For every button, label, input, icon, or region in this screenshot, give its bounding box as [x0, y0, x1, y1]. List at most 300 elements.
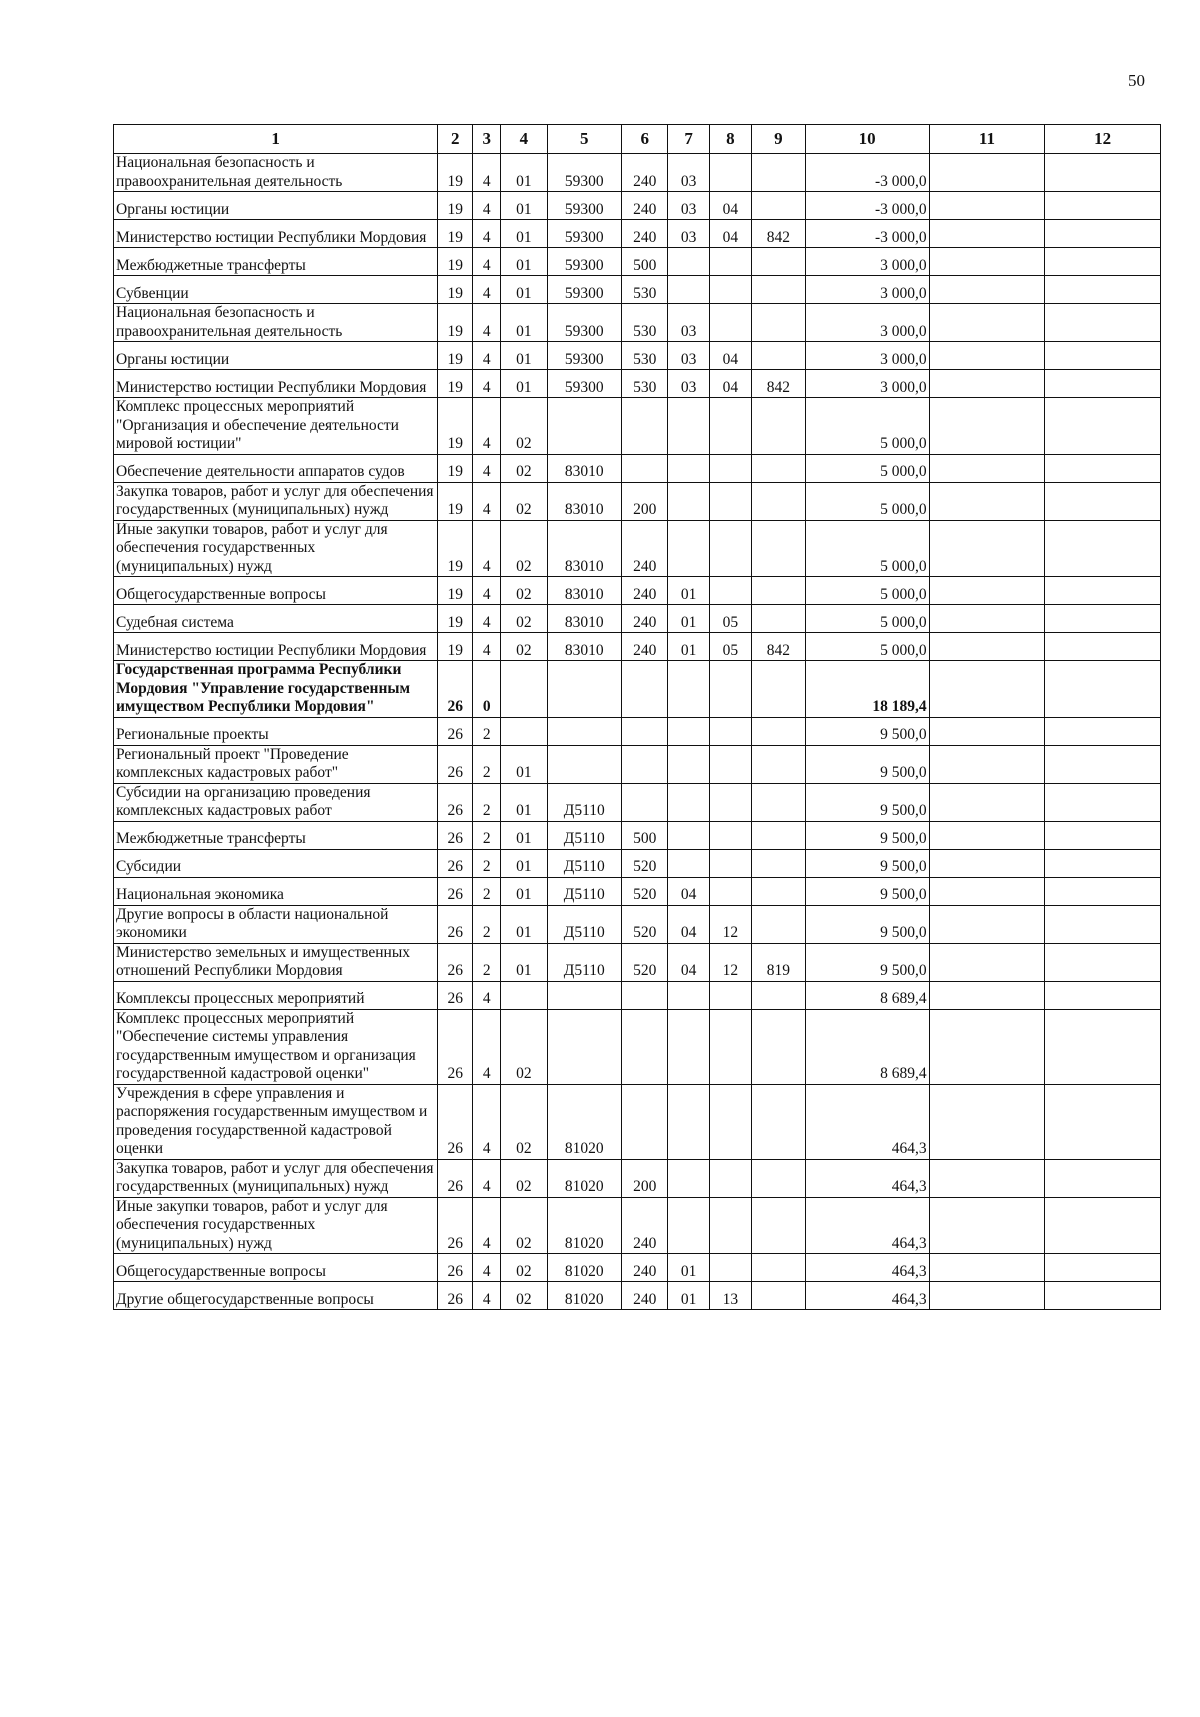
- section-cell: [668, 1009, 709, 1084]
- kvsr-cell: 26: [438, 745, 473, 783]
- grbs-cell: [752, 304, 806, 342]
- row-name-cell: Региональный проект "Проведение комплексных кадастровых работ": [114, 745, 438, 783]
- subprogram-cell: 02: [501, 520, 547, 577]
- grbs-cell: 819: [752, 943, 806, 981]
- row-name-cell: Региональные проекты: [114, 717, 438, 745]
- subsection-cell: 04: [709, 342, 751, 370]
- expense-type-cell: 500: [621, 248, 667, 276]
- program-cell: 4: [473, 454, 501, 482]
- amount-cell: 5 000,0: [805, 605, 929, 633]
- kvsr-cell: 19: [438, 482, 473, 520]
- table-row: [114, 1282, 1161, 1310]
- subsection-cell: 13: [709, 1282, 751, 1310]
- table-header-row: [114, 125, 1161, 154]
- direction-cell: Д5110: [547, 849, 621, 877]
- column-header: 5: [547, 125, 621, 154]
- subprogram-cell: 01: [501, 220, 547, 248]
- program-cell: 2: [473, 783, 501, 821]
- empty-cell: [929, 1009, 1045, 1084]
- section-cell: 03: [668, 192, 709, 220]
- expense-type-cell: [621, 1009, 667, 1084]
- program-cell: 2: [473, 905, 501, 943]
- row-name-cell: Судебная система: [114, 605, 438, 633]
- amount-cell: 5 000,0: [805, 520, 929, 577]
- section-cell: [668, 1159, 709, 1197]
- expense-type-cell: [621, 398, 667, 455]
- subprogram-cell: 01: [501, 783, 547, 821]
- subprogram-cell: 02: [501, 454, 547, 482]
- program-cell: 4: [473, 276, 501, 304]
- empty-cell: [1045, 398, 1161, 455]
- empty-cell: [929, 454, 1045, 482]
- kvsr-cell: 26: [438, 877, 473, 905]
- amount-cell: 9 500,0: [805, 783, 929, 821]
- empty-cell: [1045, 849, 1161, 877]
- program-cell: 4: [473, 154, 501, 192]
- kvsr-cell: 19: [438, 520, 473, 577]
- section-cell: 01: [668, 633, 709, 661]
- direction-cell: [547, 661, 621, 718]
- empty-cell: [929, 981, 1045, 1009]
- subsection-cell: [709, 1084, 751, 1159]
- expense-type-cell: 530: [621, 370, 667, 398]
- subsection-cell: [709, 577, 751, 605]
- program-cell: 4: [473, 981, 501, 1009]
- expense-type-cell: 240: [621, 1282, 667, 1310]
- table-row: [114, 220, 1161, 248]
- subprogram-cell: 02: [501, 633, 547, 661]
- table-row: [114, 1084, 1161, 1159]
- program-cell: 2: [473, 821, 501, 849]
- grbs-cell: 842: [752, 220, 806, 248]
- direction-cell: Д5110: [547, 821, 621, 849]
- section-cell: 04: [668, 877, 709, 905]
- grbs-cell: [752, 398, 806, 455]
- empty-cell: [929, 661, 1045, 718]
- column-header: 10: [805, 125, 929, 154]
- expense-type-cell: [621, 745, 667, 783]
- empty-cell: [1045, 370, 1161, 398]
- empty-cell: [929, 482, 1045, 520]
- empty-cell: [1045, 717, 1161, 745]
- row-name-cell: Межбюджетные трансферты: [114, 248, 438, 276]
- subprogram-cell: 02: [501, 1009, 547, 1084]
- page-number: 50: [1128, 71, 1145, 90]
- section-cell: 03: [668, 220, 709, 248]
- empty-cell: [1045, 943, 1161, 981]
- amount-cell: 9 500,0: [805, 717, 929, 745]
- amount-cell: 464,3: [805, 1159, 929, 1197]
- subsection-cell: 04: [709, 370, 751, 398]
- subsection-cell: [709, 1254, 751, 1282]
- section-cell: [668, 783, 709, 821]
- subsection-cell: [709, 248, 751, 276]
- empty-cell: [1045, 905, 1161, 943]
- table-row: [114, 1009, 1161, 1084]
- subprogram-cell: 02: [501, 577, 547, 605]
- subprogram-cell: 02: [501, 482, 547, 520]
- row-name-cell: Другие вопросы в области национальной экономики: [114, 905, 438, 943]
- empty-cell: [929, 605, 1045, 633]
- row-name-cell: Комплекс процессных мероприятий "Обеспечение системы управления государственным имуществом и организация государственной кадастровой оценки": [114, 1009, 438, 1084]
- section-cell: [668, 520, 709, 577]
- empty-cell: [929, 220, 1045, 248]
- program-cell: 4: [473, 1009, 501, 1084]
- table-row: [114, 276, 1161, 304]
- row-name-cell: Национальная безопасность и правоохранительная деятельность: [114, 304, 438, 342]
- table-row: [114, 1197, 1161, 1254]
- program-cell: 4: [473, 482, 501, 520]
- row-name-cell: Министерство юстиции Республики Мордовия: [114, 370, 438, 398]
- table-row: [114, 717, 1161, 745]
- table-row: [114, 783, 1161, 821]
- program-cell: 4: [473, 342, 501, 370]
- expense-type-cell: 520: [621, 905, 667, 943]
- kvsr-cell: 19: [438, 304, 473, 342]
- grbs-cell: [752, 981, 806, 1009]
- row-name-cell: Учреждения в сфере управления и распоряжения государственным имуществом и проведения государственной кадастровой оценки: [114, 1084, 438, 1159]
- subprogram-cell: 01: [501, 154, 547, 192]
- expense-type-cell: 200: [621, 482, 667, 520]
- amount-cell: 3 000,0: [805, 276, 929, 304]
- direction-cell: 81020: [547, 1282, 621, 1310]
- amount-cell: 8 689,4: [805, 1009, 929, 1084]
- empty-cell: [1045, 633, 1161, 661]
- kvsr-cell: 19: [438, 220, 473, 248]
- subprogram-cell: 01: [501, 849, 547, 877]
- table-row: [114, 849, 1161, 877]
- kvsr-cell: 19: [438, 276, 473, 304]
- amount-cell: 3 000,0: [805, 370, 929, 398]
- amount-cell: 5 000,0: [805, 398, 929, 455]
- subprogram-cell: 01: [501, 276, 547, 304]
- amount-cell: 9 500,0: [805, 745, 929, 783]
- empty-cell: [929, 821, 1045, 849]
- subsection-cell: [709, 1197, 751, 1254]
- amount-cell: 18 189,4: [805, 661, 929, 718]
- empty-cell: [1045, 248, 1161, 276]
- section-cell: [668, 849, 709, 877]
- amount-cell: 5 000,0: [805, 633, 929, 661]
- direction-cell: [547, 398, 621, 455]
- grbs-cell: 842: [752, 633, 806, 661]
- empty-cell: [1045, 605, 1161, 633]
- empty-cell: [929, 745, 1045, 783]
- amount-cell: 9 500,0: [805, 849, 929, 877]
- subprogram-cell: 01: [501, 248, 547, 276]
- expense-type-cell: 240: [621, 633, 667, 661]
- subprogram-cell: 02: [501, 605, 547, 633]
- subsection-cell: [709, 1009, 751, 1084]
- table-row: [114, 1254, 1161, 1282]
- table-row: [114, 304, 1161, 342]
- empty-cell: [1045, 981, 1161, 1009]
- budget-table: [113, 124, 1161, 1310]
- row-name-cell: Общегосударственные вопросы: [114, 1254, 438, 1282]
- program-cell: 4: [473, 1197, 501, 1254]
- expense-type-cell: 200: [621, 1159, 667, 1197]
- row-name-cell: Другие общегосударственные вопросы: [114, 1282, 438, 1310]
- direction-cell: 59300: [547, 304, 621, 342]
- subsection-cell: 04: [709, 220, 751, 248]
- empty-cell: [929, 943, 1045, 981]
- subprogram-cell: 01: [501, 192, 547, 220]
- section-cell: 04: [668, 905, 709, 943]
- expense-type-cell: [621, 981, 667, 1009]
- table-row: [114, 981, 1161, 1009]
- table-row: [114, 398, 1161, 455]
- amount-cell: 8 689,4: [805, 981, 929, 1009]
- expense-type-cell: 520: [621, 849, 667, 877]
- kvsr-cell: 19: [438, 342, 473, 370]
- empty-cell: [929, 520, 1045, 577]
- table-row: [114, 633, 1161, 661]
- table-row: [114, 370, 1161, 398]
- column-header: 2: [438, 125, 473, 154]
- direction-cell: 59300: [547, 192, 621, 220]
- row-name-cell: Министерство юстиции Республики Мордовия: [114, 633, 438, 661]
- empty-cell: [929, 1282, 1045, 1310]
- grbs-cell: 842: [752, 370, 806, 398]
- grbs-cell: [752, 1009, 806, 1084]
- subsection-cell: [709, 745, 751, 783]
- kvsr-cell: 19: [438, 577, 473, 605]
- row-name-cell: Субвенции: [114, 276, 438, 304]
- kvsr-cell: 26: [438, 821, 473, 849]
- amount-cell: 3 000,0: [805, 342, 929, 370]
- empty-cell: [1045, 1254, 1161, 1282]
- column-header: 1: [114, 125, 438, 154]
- subsection-cell: [709, 398, 751, 455]
- section-cell: 03: [668, 370, 709, 398]
- row-name-cell: Обеспечение деятельности аппаратов судов: [114, 454, 438, 482]
- expense-type-cell: [621, 783, 667, 821]
- kvsr-cell: 26: [438, 661, 473, 718]
- row-name-cell: Закупка товаров, работ и услуг для обеспечения государственных (муниципальных) нужд: [114, 482, 438, 520]
- empty-cell: [929, 633, 1045, 661]
- subprogram-cell: 01: [501, 943, 547, 981]
- column-header: 12: [1045, 125, 1161, 154]
- subsection-cell: [709, 154, 751, 192]
- section-cell: [668, 717, 709, 745]
- empty-cell: [929, 717, 1045, 745]
- expense-type-cell: 240: [621, 220, 667, 248]
- direction-cell: Д5110: [547, 877, 621, 905]
- subsection-cell: 04: [709, 192, 751, 220]
- direction-cell: [547, 745, 621, 783]
- table-row: [114, 821, 1161, 849]
- kvsr-cell: 26: [438, 1159, 473, 1197]
- expense-type-cell: 240: [621, 577, 667, 605]
- section-cell: [668, 248, 709, 276]
- column-header: 7: [668, 125, 709, 154]
- subsection-cell: 05: [709, 633, 751, 661]
- kvsr-cell: 19: [438, 370, 473, 398]
- empty-cell: [1045, 482, 1161, 520]
- table-row: [114, 342, 1161, 370]
- grbs-cell: [752, 661, 806, 718]
- empty-cell: [1045, 1197, 1161, 1254]
- direction-cell: 83010: [547, 520, 621, 577]
- expense-type-cell: 530: [621, 342, 667, 370]
- program-cell: 4: [473, 192, 501, 220]
- direction-cell: [547, 981, 621, 1009]
- expense-type-cell: [621, 717, 667, 745]
- amount-cell: 9 500,0: [805, 943, 929, 981]
- section-cell: [668, 745, 709, 783]
- direction-cell: 81020: [547, 1254, 621, 1282]
- program-cell: 4: [473, 577, 501, 605]
- empty-cell: [929, 304, 1045, 342]
- amount-cell: 5 000,0: [805, 577, 929, 605]
- kvsr-cell: 26: [438, 1282, 473, 1310]
- expense-type-cell: 240: [621, 192, 667, 220]
- kvsr-cell: 19: [438, 248, 473, 276]
- subprogram-cell: 02: [501, 1197, 547, 1254]
- expense-type-cell: 530: [621, 304, 667, 342]
- program-cell: 2: [473, 717, 501, 745]
- grbs-cell: [752, 342, 806, 370]
- subprogram-cell: 02: [501, 1282, 547, 1310]
- subsection-cell: [709, 520, 751, 577]
- program-cell: 4: [473, 520, 501, 577]
- subsection-cell: 05: [709, 605, 751, 633]
- empty-cell: [1045, 454, 1161, 482]
- grbs-cell: [752, 849, 806, 877]
- amount-cell: 464,3: [805, 1254, 929, 1282]
- empty-cell: [1045, 276, 1161, 304]
- kvsr-cell: 26: [438, 1197, 473, 1254]
- grbs-cell: [752, 154, 806, 192]
- grbs-cell: [752, 877, 806, 905]
- empty-cell: [929, 276, 1045, 304]
- kvsr-cell: 19: [438, 154, 473, 192]
- grbs-cell: [752, 905, 806, 943]
- kvsr-cell: 26: [438, 1084, 473, 1159]
- subprogram-cell: [501, 717, 547, 745]
- expense-type-cell: [621, 454, 667, 482]
- row-name-cell: Межбюджетные трансферты: [114, 821, 438, 849]
- grbs-cell: [752, 745, 806, 783]
- empty-cell: [1045, 1009, 1161, 1084]
- program-cell: 4: [473, 304, 501, 342]
- kvsr-cell: 19: [438, 398, 473, 455]
- grbs-cell: [752, 482, 806, 520]
- row-name-cell: Закупка товаров, работ и услуг для обеспечения государственных (муниципальных) нужд: [114, 1159, 438, 1197]
- program-cell: 4: [473, 398, 501, 455]
- section-cell: [668, 821, 709, 849]
- table-row: [114, 745, 1161, 783]
- grbs-cell: [752, 276, 806, 304]
- program-cell: 0: [473, 661, 501, 718]
- section-cell: [668, 276, 709, 304]
- grbs-cell: [752, 821, 806, 849]
- empty-cell: [1045, 1084, 1161, 1159]
- kvsr-cell: 19: [438, 454, 473, 482]
- expense-type-cell: 240: [621, 520, 667, 577]
- amount-cell: -3 000,0: [805, 154, 929, 192]
- empty-cell: [929, 577, 1045, 605]
- table-body: [114, 154, 1161, 1310]
- empty-cell: [1045, 661, 1161, 718]
- subprogram-cell: 01: [501, 342, 547, 370]
- table-row: [114, 905, 1161, 943]
- program-cell: 2: [473, 943, 501, 981]
- program-cell: 2: [473, 877, 501, 905]
- table-row: [114, 192, 1161, 220]
- empty-cell: [929, 783, 1045, 821]
- expense-type-cell: 520: [621, 877, 667, 905]
- table-row: [114, 454, 1161, 482]
- table-row: [114, 520, 1161, 577]
- section-cell: [668, 661, 709, 718]
- empty-cell: [929, 370, 1045, 398]
- kvsr-cell: 19: [438, 633, 473, 661]
- program-cell: 4: [473, 605, 501, 633]
- table-row: [114, 248, 1161, 276]
- program-cell: 4: [473, 248, 501, 276]
- empty-cell: [929, 849, 1045, 877]
- direction-cell: Д5110: [547, 783, 621, 821]
- empty-cell: [1045, 192, 1161, 220]
- empty-cell: [929, 342, 1045, 370]
- empty-cell: [1045, 577, 1161, 605]
- subsection-cell: [709, 1159, 751, 1197]
- direction-cell: 83010: [547, 482, 621, 520]
- subsection-cell: [709, 276, 751, 304]
- empty-cell: [1045, 154, 1161, 192]
- program-cell: 4: [473, 1084, 501, 1159]
- amount-cell: 9 500,0: [805, 821, 929, 849]
- amount-cell: 464,3: [805, 1282, 929, 1310]
- column-header: 8: [709, 125, 751, 154]
- section-cell: 04: [668, 943, 709, 981]
- empty-cell: [929, 192, 1045, 220]
- kvsr-cell: 26: [438, 1254, 473, 1282]
- subsection-cell: [709, 661, 751, 718]
- direction-cell: [547, 717, 621, 745]
- row-name-cell: Общегосударственные вопросы: [114, 577, 438, 605]
- grbs-cell: [752, 1254, 806, 1282]
- grbs-cell: [752, 192, 806, 220]
- program-cell: 4: [473, 633, 501, 661]
- subprogram-cell: 01: [501, 905, 547, 943]
- kvsr-cell: 26: [438, 717, 473, 745]
- subsection-cell: [709, 849, 751, 877]
- empty-cell: [929, 248, 1045, 276]
- subprogram-cell: [501, 661, 547, 718]
- empty-cell: [1045, 342, 1161, 370]
- amount-cell: 5 000,0: [805, 454, 929, 482]
- subprogram-cell: 01: [501, 370, 547, 398]
- direction-cell: [547, 1009, 621, 1084]
- kvsr-cell: 26: [438, 1009, 473, 1084]
- amount-cell: 464,3: [805, 1084, 929, 1159]
- direction-cell: 59300: [547, 220, 621, 248]
- grbs-cell: [752, 1282, 806, 1310]
- section-cell: [668, 482, 709, 520]
- subsection-cell: [709, 304, 751, 342]
- empty-cell: [1045, 520, 1161, 577]
- expense-type-cell: 520: [621, 943, 667, 981]
- expense-type-cell: 240: [621, 1197, 667, 1254]
- grbs-cell: [752, 454, 806, 482]
- subsection-cell: [709, 821, 751, 849]
- program-cell: 4: [473, 220, 501, 248]
- row-name-cell: Комплекс процессных мероприятий "Организация и обеспечение деятельности мировой юстиции": [114, 398, 438, 455]
- direction-cell: Д5110: [547, 905, 621, 943]
- grbs-cell: [752, 783, 806, 821]
